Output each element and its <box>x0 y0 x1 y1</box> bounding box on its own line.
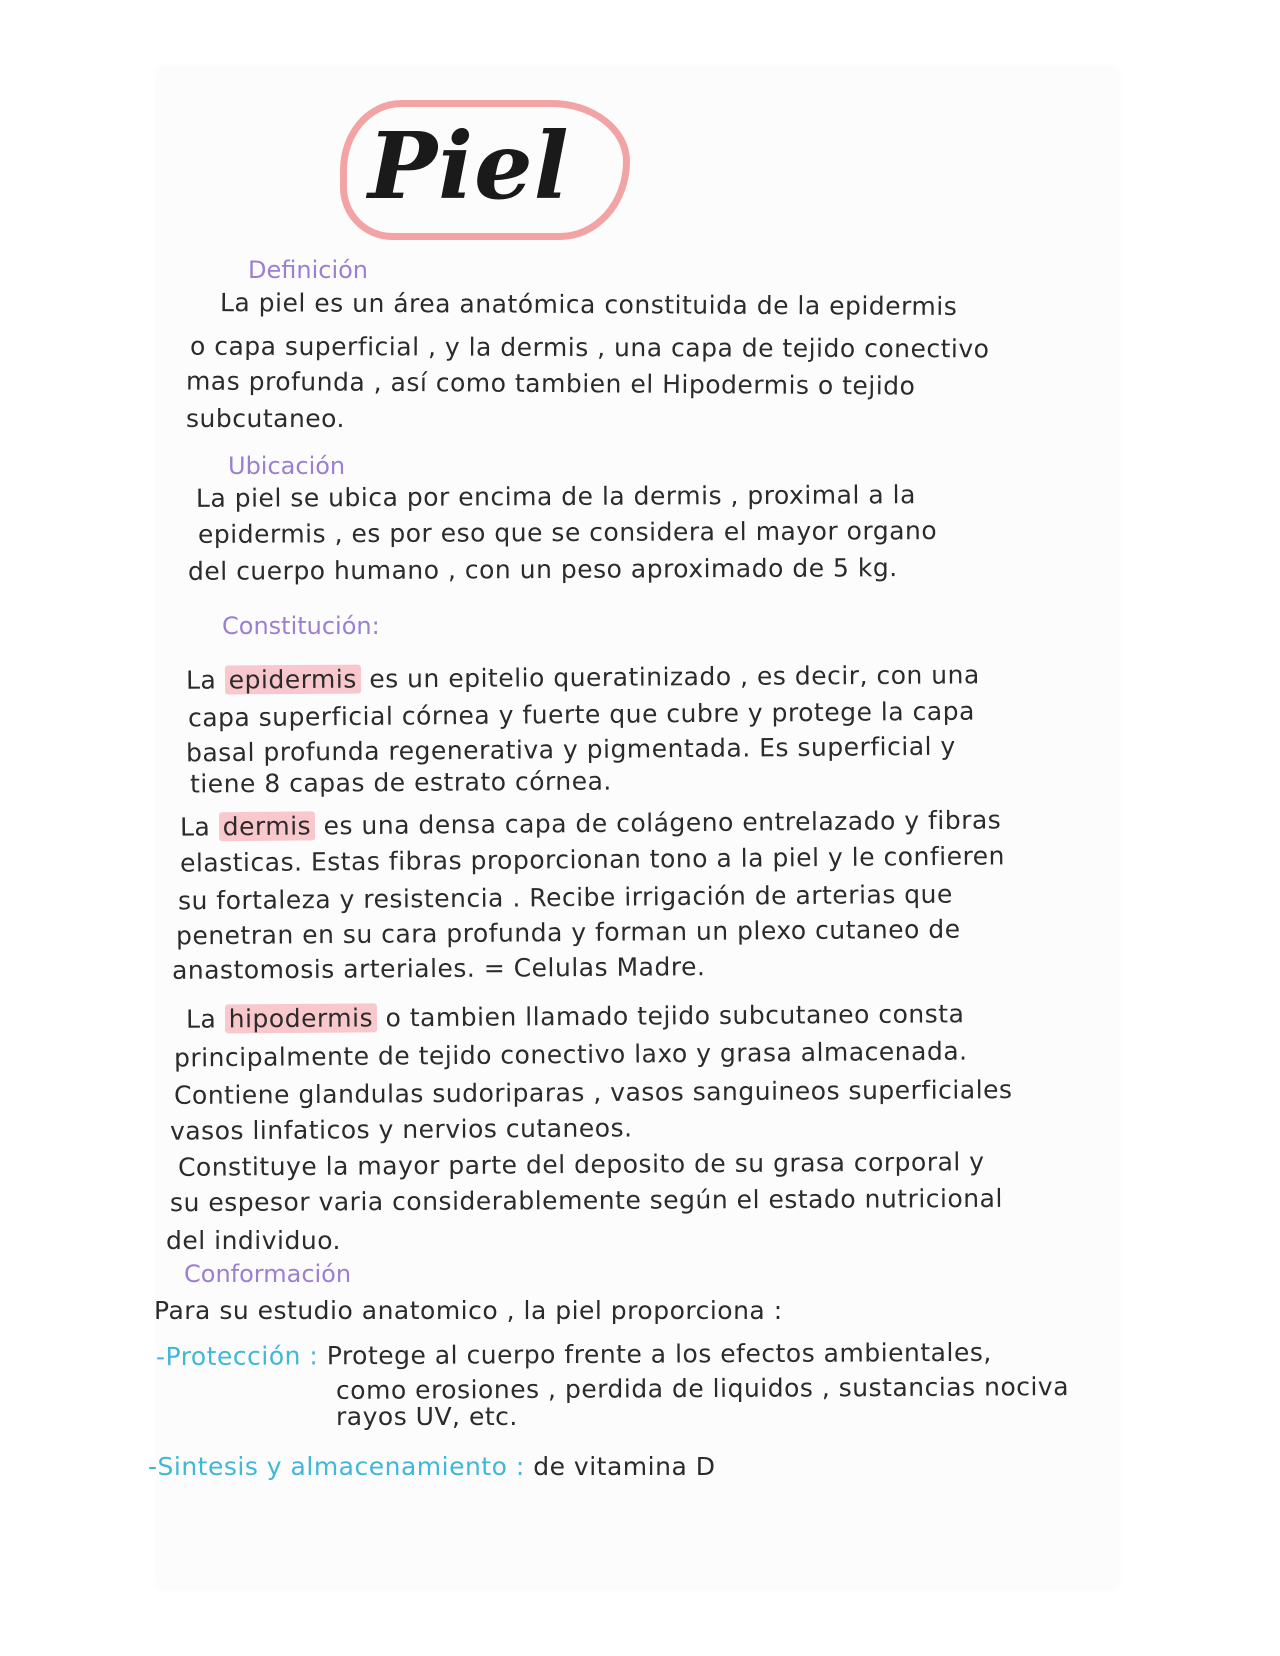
hipodermis-line <box>186 999 965 1033</box>
ubicacion-line: La piel se ubica por encima de la dermis , proximal a la <box>195 480 916 513</box>
heading-definicion: Definición <box>248 256 368 284</box>
dermis-line: elasticas. Estas fibras proporcionan tono a la piel y le confieren <box>179 841 1006 878</box>
dermis-line: penetran en su cara profunda y forman un plexo cutaneo de <box>175 914 961 951</box>
definicion-line: mas profunda , así como tambien el Hipodermis o tejido <box>185 366 916 401</box>
hipodermis-line: Contiene glandulas sudoriparas , vasos sanguineos superficiales <box>173 1075 1013 1110</box>
epidermis-line: capa superficial córnea y fuerte que cubre y protege la capa <box>187 696 975 733</box>
ubicacion-line: del cuerpo humano , con un peso aproximado de 5 kg. <box>187 553 898 586</box>
epidermis-line: tiene 8 capas de estrato córnea. <box>189 766 612 799</box>
epidermis-line-rest: es un epitelio queratinizado , es decir, con una <box>369 660 980 694</box>
hipodermis-line: principalmente de tejido conectivo laxo y grasa almacenada. <box>173 1036 968 1073</box>
epidermis-line <box>186 660 980 695</box>
sintesis-item <box>148 1452 715 1481</box>
definicion-line: La piel es un área anatómica constituida de la epidermis <box>219 288 958 321</box>
hipodermis-line: del individuo. <box>166 1226 342 1255</box>
hipodermis-line: Constituye la mayor parte del deposito de su grasa corporal y <box>177 1147 985 1182</box>
dermis-line: su fortaleza y resistencia . Recibe irrigación de arterias que <box>177 879 953 916</box>
dermis-highlight: dermis <box>219 811 316 841</box>
proteccion-line: rayos UV, etc. <box>336 1402 518 1431</box>
conformacion-intro: Para su estudio anatomico , la piel proporciona : <box>154 1296 783 1325</box>
epidermis-prefix: La <box>185 665 217 695</box>
reverse-side-show-through <box>678 88 1108 278</box>
epidermis-highlight: epidermis <box>225 665 361 695</box>
proteccion-line: como erosiones , perdida de liquidos , sustancias nociva <box>335 1372 1070 1405</box>
proteccion-text: Protege al cuerpo frente a los efectos ambientales, <box>326 1337 992 1371</box>
epidermis-line: basal profunda regenerativa y pigmentada. Es superficial y <box>185 731 956 768</box>
hipodermis-line: su espesor varia considerablemente según el estado nutricional <box>169 1183 1003 1218</box>
definicion-line: subcutaneo. <box>186 404 345 433</box>
dermis-prefix: La <box>179 812 211 842</box>
title-badge <box>340 92 640 242</box>
definicion-line: o capa superficial , y la dermis , una capa de tejido conectivo <box>189 331 990 364</box>
heading-conformacion: Conformación <box>184 1260 352 1288</box>
dermis-line: anastomosis arteriales. = Celulas Madre. <box>171 952 706 985</box>
page-title: Piel <box>368 112 570 220</box>
hipodermis-prefix: La <box>185 1004 217 1034</box>
proteccion-item <box>156 1338 992 1371</box>
ubicacion-line: epidermis , es por eso que se considera el mayor organo <box>197 516 938 549</box>
sintesis-text: de vitamina D <box>533 1452 716 1481</box>
hipodermis-line: vasos linfaticos y nervios cutaneos. <box>169 1113 633 1146</box>
heading-constitucion: Constitución: <box>222 612 380 640</box>
heading-ubicacion: Ubicación <box>228 452 346 480</box>
dermis-line-rest: es una densa capa de colágeno entrelazado y fibras <box>323 805 1002 841</box>
hipodermis-line-rest: o tambien llamado tejido subcutaneo consta <box>385 999 965 1033</box>
proteccion-label: -Protección : <box>155 1341 319 1372</box>
hipodermis-highlight: hipodermis <box>225 1003 378 1033</box>
sintesis-label: -Sintesis y almacenamiento : <box>148 1452 525 1481</box>
